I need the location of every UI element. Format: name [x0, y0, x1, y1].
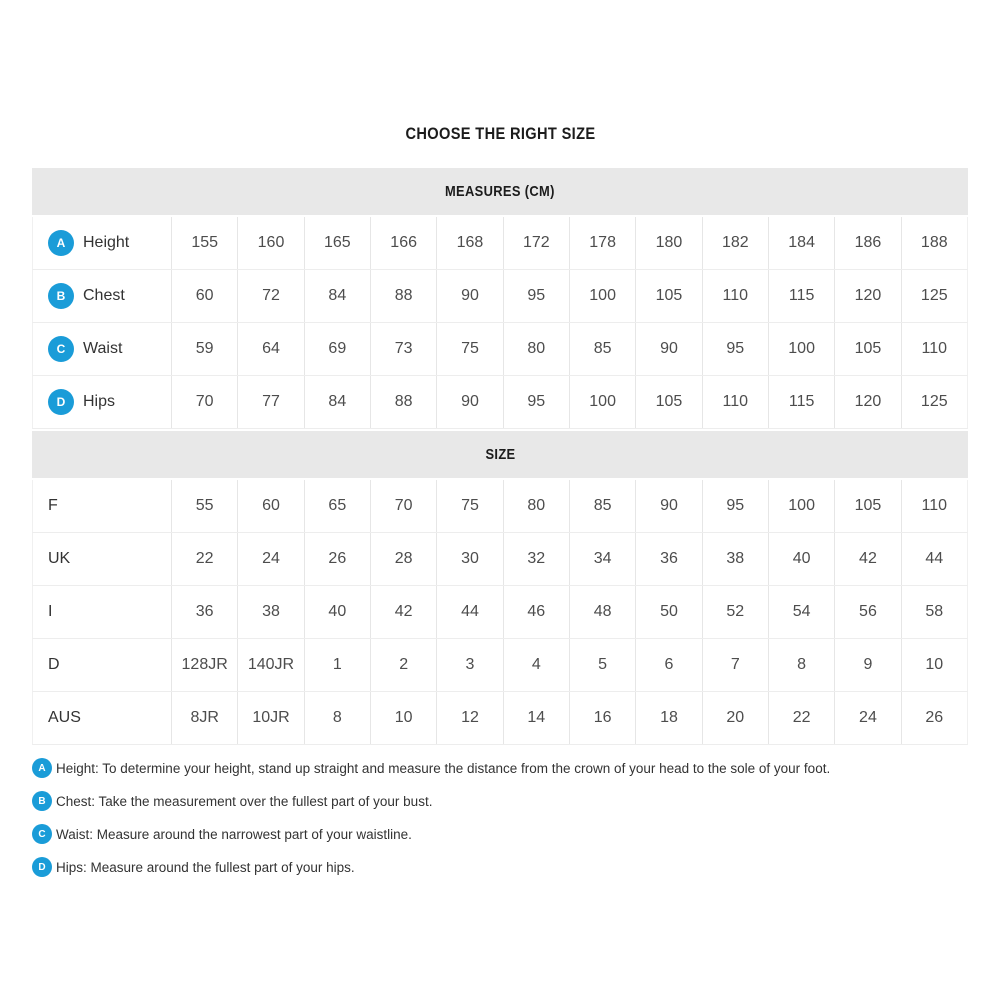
row-label-cell — [33, 480, 171, 532]
measures-header-text: MEASURES (CM) — [445, 183, 555, 200]
value-cell: 42 — [834, 533, 900, 585]
row-label-cell — [33, 533, 171, 585]
value-cell: 155 — [171, 217, 237, 269]
value-cell: 36 — [635, 533, 701, 585]
value-cell: 59 — [171, 323, 237, 375]
value-cell: 46 — [503, 586, 569, 638]
value-cell: 72 — [237, 270, 303, 322]
value-cell: 54 — [768, 586, 834, 638]
value-cell: 20 — [702, 692, 768, 744]
value-cell: 88 — [370, 376, 436, 428]
value-cell: 42 — [370, 586, 436, 638]
value-cell: 8 — [304, 692, 370, 744]
value-cell: 110 — [702, 376, 768, 428]
value-cell: 26 — [901, 692, 967, 744]
table-row — [32, 692, 968, 745]
value-cell: 70 — [370, 480, 436, 532]
value-cell: 115 — [768, 270, 834, 322]
value-cell: 32 — [503, 533, 569, 585]
value-cell: 30 — [436, 533, 502, 585]
footnote-badge-a: A — [32, 758, 52, 778]
footnote-item — [32, 758, 968, 778]
value-cell: 38 — [702, 533, 768, 585]
value-cell: 9 — [834, 639, 900, 691]
value-cell: 182 — [702, 217, 768, 269]
table-row — [32, 586, 968, 639]
row-label-cell — [33, 692, 171, 744]
table-row — [32, 533, 968, 586]
value-cell: 26 — [304, 533, 370, 585]
value-cell: 34 — [569, 533, 635, 585]
value-cell: 8JR — [171, 692, 237, 744]
footnote-badge-c: C — [32, 824, 52, 844]
letter-badge: A — [48, 230, 74, 256]
value-cell: 105 — [834, 480, 900, 532]
value-cell: 18 — [635, 692, 701, 744]
value-cell: 55 — [171, 480, 237, 532]
value-cell: 85 — [569, 480, 635, 532]
letter-badge: C — [48, 336, 74, 362]
value-cell: 105 — [635, 376, 701, 428]
row-label: Hips — [83, 393, 116, 410]
value-cell: 2 — [370, 639, 436, 691]
value-cell: 84 — [304, 270, 370, 322]
value-cell: 56 — [834, 586, 900, 638]
value-cell: 40 — [304, 586, 370, 638]
letter-badge: B — [48, 283, 74, 309]
value-cell: 52 — [702, 586, 768, 638]
value-cell: 95 — [702, 323, 768, 375]
value-cell: 90 — [436, 270, 502, 322]
row-label: Height — [83, 234, 130, 251]
value-cell: 88 — [370, 270, 436, 322]
value-cell: 95 — [702, 480, 768, 532]
value-cell: 24 — [834, 692, 900, 744]
value-cell: 10 — [370, 692, 436, 744]
value-cell: 125 — [901, 376, 967, 428]
value-cell: 120 — [834, 376, 900, 428]
value-cell: 58 — [901, 586, 967, 638]
value-cell: 168 — [436, 217, 502, 269]
table-row — [32, 639, 968, 692]
letter-badge: D — [48, 389, 74, 415]
row-label: F — [48, 497, 58, 514]
value-cell: 186 — [834, 217, 900, 269]
value-cell: 36 — [171, 586, 237, 638]
row-label: Waist — [83, 340, 123, 357]
value-cell: 14 — [503, 692, 569, 744]
row-label: Chest — [83, 287, 125, 304]
value-cell: 3 — [436, 639, 502, 691]
row-label-cell — [33, 376, 171, 428]
value-cell: 95 — [503, 270, 569, 322]
value-cell: 100 — [768, 323, 834, 375]
value-cell: 90 — [635, 323, 701, 375]
value-cell: 5 — [569, 639, 635, 691]
value-cell: 40 — [768, 533, 834, 585]
value-cell: 90 — [436, 376, 502, 428]
size-table — [32, 480, 968, 745]
value-cell: 44 — [901, 533, 967, 585]
value-cell: 69 — [304, 323, 370, 375]
value-cell: 24 — [237, 533, 303, 585]
footnote-text: Height: To determine your height, stand up straight and measure the distance from the crown of your head to the sole of your foot. — [56, 760, 831, 776]
value-cell: 105 — [834, 323, 900, 375]
size-header-text: SIZE — [484, 446, 516, 463]
table-row — [32, 270, 968, 323]
value-cell: 75 — [436, 480, 502, 532]
footnote-item — [32, 824, 968, 844]
size-header — [32, 431, 968, 478]
value-cell: 77 — [237, 376, 303, 428]
value-cell: 166 — [370, 217, 436, 269]
value-cell: 44 — [436, 586, 502, 638]
row-label-cell — [33, 639, 171, 691]
value-cell: 70 — [171, 376, 237, 428]
value-cell: 115 — [768, 376, 834, 428]
value-cell: 110 — [901, 480, 967, 532]
footnote-item — [32, 857, 968, 877]
value-cell: 22 — [171, 533, 237, 585]
value-cell: 180 — [635, 217, 701, 269]
page-title-text: CHOOSE THE RIGHT SIZE — [404, 124, 595, 143]
value-cell: 128JR — [171, 639, 237, 691]
value-cell: 172 — [503, 217, 569, 269]
measures-header — [32, 168, 968, 215]
row-label-cell — [33, 217, 171, 269]
value-cell: 110 — [901, 323, 967, 375]
footnote-badge-b: B — [32, 791, 52, 811]
value-cell: 80 — [503, 323, 569, 375]
row-label: UK — [48, 550, 71, 567]
value-cell: 48 — [569, 586, 635, 638]
value-cell: 120 — [834, 270, 900, 322]
value-cell: 65 — [304, 480, 370, 532]
table-row — [32, 323, 968, 376]
value-cell: 100 — [569, 270, 635, 322]
footnote-item — [32, 791, 968, 811]
value-cell: 64 — [237, 323, 303, 375]
value-cell: 178 — [569, 217, 635, 269]
value-cell: 10 — [901, 639, 967, 691]
row-label: I — [48, 603, 53, 620]
value-cell: 38 — [237, 586, 303, 638]
value-cell: 7 — [702, 639, 768, 691]
table-row — [32, 480, 968, 533]
footnotes — [32, 758, 968, 890]
table-row — [32, 217, 968, 270]
value-cell: 1 — [304, 639, 370, 691]
size-chart — [32, 168, 968, 745]
value-cell: 188 — [901, 217, 967, 269]
value-cell: 80 — [503, 480, 569, 532]
value-cell: 90 — [635, 480, 701, 532]
value-cell: 84 — [304, 376, 370, 428]
value-cell: 10JR — [237, 692, 303, 744]
value-cell: 75 — [436, 323, 502, 375]
footnote-text: Chest: Take the measurement over the fullest part of your bust. — [56, 793, 433, 809]
footnote-text: Waist: Measure around the narrowest part of your waistline. — [56, 826, 412, 842]
page-title — [0, 124, 1000, 144]
value-cell: 12 — [436, 692, 502, 744]
value-cell: 184 — [768, 217, 834, 269]
value-cell: 22 — [768, 692, 834, 744]
row-label-cell — [33, 270, 171, 322]
value-cell: 28 — [370, 533, 436, 585]
value-cell: 60 — [237, 480, 303, 532]
footnote-text: Hips: Measure around the fullest part of your hips. — [56, 859, 355, 875]
value-cell: 105 — [635, 270, 701, 322]
value-cell: 165 — [304, 217, 370, 269]
value-cell: 95 — [503, 376, 569, 428]
table-row — [32, 376, 968, 429]
value-cell: 50 — [635, 586, 701, 638]
value-cell: 6 — [635, 639, 701, 691]
value-cell: 100 — [768, 480, 834, 532]
value-cell: 73 — [370, 323, 436, 375]
value-cell: 140JR — [237, 639, 303, 691]
value-cell: 100 — [569, 376, 635, 428]
value-cell: 16 — [569, 692, 635, 744]
value-cell: 60 — [171, 270, 237, 322]
value-cell: 160 — [237, 217, 303, 269]
row-label: D — [48, 656, 60, 673]
row-label-cell — [33, 586, 171, 638]
row-label: AUS — [48, 709, 81, 726]
measures-table — [32, 217, 968, 429]
value-cell: 4 — [503, 639, 569, 691]
footnote-badge-d: D — [32, 857, 52, 877]
value-cell: 85 — [569, 323, 635, 375]
value-cell: 110 — [702, 270, 768, 322]
value-cell: 8 — [768, 639, 834, 691]
row-label-cell — [33, 323, 171, 375]
value-cell: 125 — [901, 270, 967, 322]
